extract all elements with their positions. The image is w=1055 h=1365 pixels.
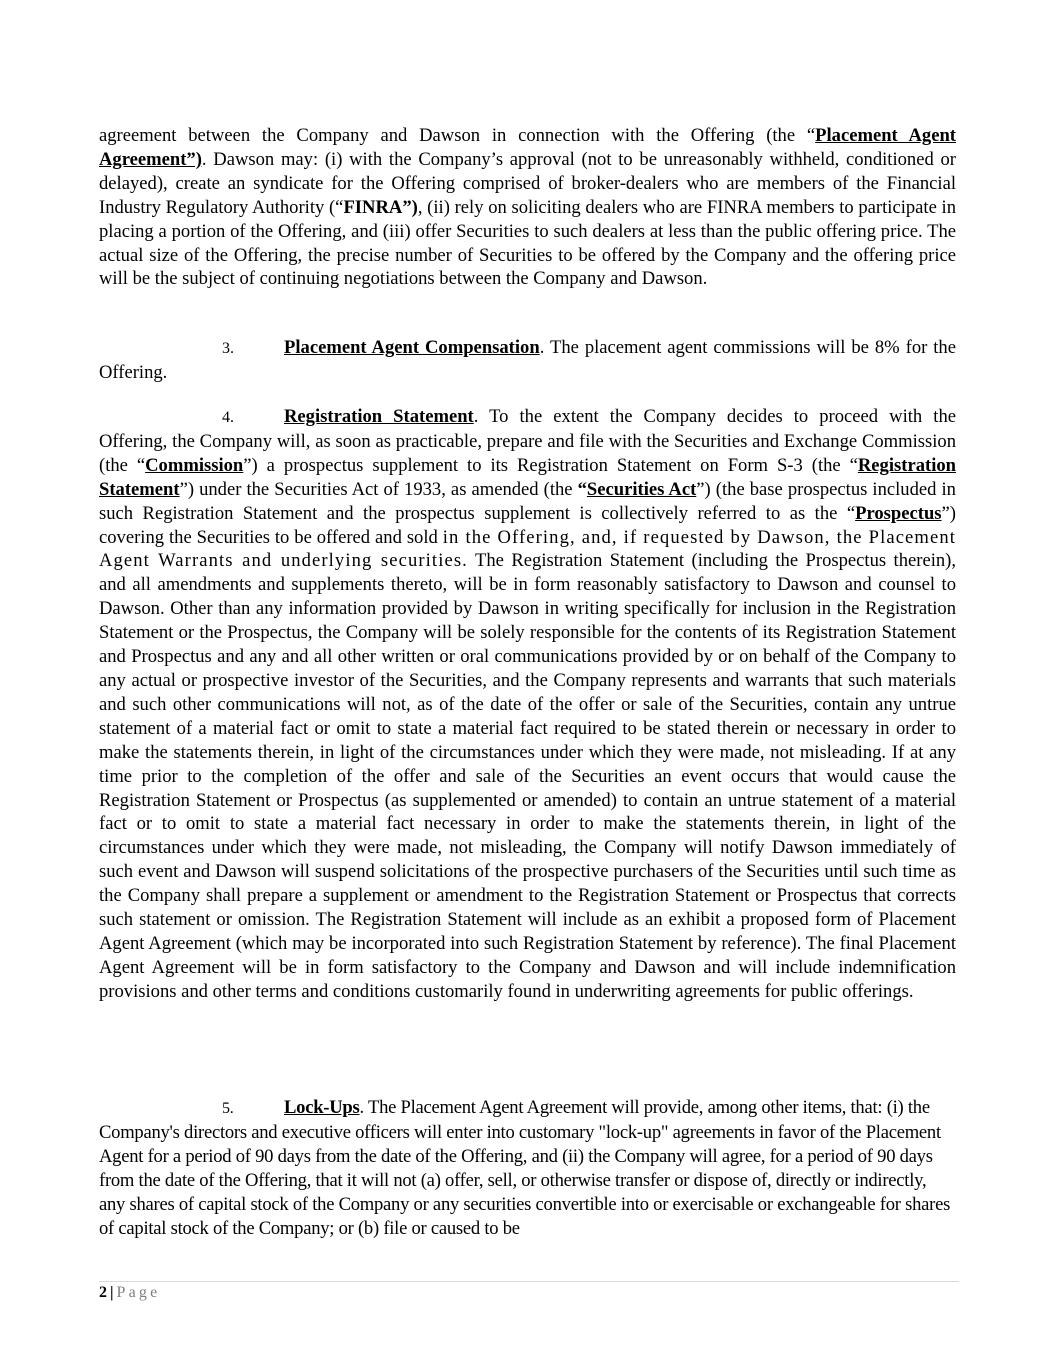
section-3-placement-agent-compensation [99,336,956,385]
defined-term-finra: FINRA”) [343,196,418,218]
section-heading: Lock-Ups [284,1097,360,1118]
text-run: . The placement agent commissions will be 8% for the Offering. [99,337,956,383]
text-run: ”) (the base prospectus included in such Registration Statement and the prospectus supplement is collectively referred to as the “ [99,478,956,524]
section-heading: Registration Statement [284,406,474,427]
text-run: . The Placement Agent Agreement will provide, among other items, that: (i) the Company's directors and executive officers will enter into customary "lock-up" agreements in favor of the Placement Agent for a period of 90 days from the date of the Offering, and (ii) the Company will agree, for a period of 90 days from the date of the Offering, that it will not (a) offer, sell, or otherwise transfer or dispose of, directly or indirectly, any shares of capital stock of the Company or any securities convertible into or exercisable or exchangeable for shares of capital stock of the Company; or (b) file or caused to be [99,1097,951,1239]
defined-term-placement-agent-agreement: Placement Agent Agreement”) [99,125,957,170]
text-run: ”) under the Securities Act of 1933, as amended (the [179,478,578,500]
text-run: ”) covering the Securities to be offered and sold [99,502,956,548]
page-label: Page [116,1284,161,1301]
text-run: agreement between the Company and Dawson in connection with the Offering (the “ [99,125,816,146]
section-5-lock-ups [99,1096,956,1240]
section-number: 3. [222,340,234,357]
paragraph-placement-agreement [99,124,956,291]
text-run: . Dawson may: (i) with the Company’s approval (not to be unreasonably withheld, conditioned or delayed), create an syndicate for the Offering comprised of broker-dealers who are members of the Financial Industry Regulatory Authority (“ [99,148,956,218]
text-run: The Registration Statement (including the Prospectus therein), and all amendments and supplements thereto, will be in form reasonably satisfactory to Dawson and counsel to Dawson. Other than any information provided by Dawson in writing specifically for inclusion in the Registration Statement or the Prospectus, the Company will be solely responsible for the contents of its Registration Statement and Prospectus and any and all other written or oral communications provided by or on behalf of the Company to any actual or prospective investor of the Securities, and the Company represents and warrants that such materials and such other communications will not, as of the date of the offer or sale of the Securities, contain any untrue statement of a material fact or omit to state a material fact required to be stated therein or necessary in order to make the statements therein, in light of the circumstances under which they were made, not misleading. If at any time prior to the completion of the offer and sale of the Securities an event occurs that would cause the Registration Statement or Prospectus (as supplemented or amended) to contain an untrue statement of a material fact or to omit to state a material fact necessary in order to make the statements therein, in light of the circumstances under which they were made, not misleading, the Company will notify Dawson immediately of such event and Dawson will suspend solicitations of the prospective purchasers of the Securities until such time as the Company shall prepare a supplement or amendment to the Registration Statement or Prospectus that corrects such statement or omission. The Registration Statement will include as an exhibit a proposed form of Placement Agent Agreement (which may be incorporated into such Registration Statement by reference). The final Placement Agent Agreement will be in form satisfactory to the Company and Dawson and will include indemnification provisions and other terms and conditions customarily found in underwriting agreements for public offerings. [99,550,957,1002]
text-run: , (ii) rely on soliciting dealers who are FINRA members to participate in placing a portion of the Offering, and (iii) offer Securities to such dealers at less than the public offering price. The actual size of the Offering, the precise number of Securities to be offered by the Company and the offering price will be the subject of continuing negotiations between the Company and Dawson. [99,196,957,290]
footer-separator: | [110,1284,114,1301]
defined-term-commission: Commission [145,454,244,476]
defined-term-securities-act: Securities Act [586,478,697,500]
defined-term-prospectus: Prospectus [855,502,942,524]
text-run: ”) a prospectus supplement to its Registration Statement on Form S-3 (the “ [243,454,858,476]
text-run: . To the extent the Company decides to proceed with the Offering, the Company will, as soon as practicable, prepare and file with the Securities and Exchange Commission (the “ [99,406,956,476]
section-4-registration-statement [99,405,956,1004]
footer-divider [99,1281,959,1282]
quote-mark: “ [577,478,587,500]
text-run-spaced: in the Offering, and, if requested by Dawson, the Placement Agent Warrants and underlying securities. [99,526,956,572]
section-number: 5. [222,1100,234,1117]
section-heading: Placement Agent Compensation [284,337,540,358]
defined-term-registration-statement: Registration Statement [99,454,956,500]
section-number: 4. [222,409,234,426]
page-number: 2 [99,1284,107,1301]
page-footer [99,1283,160,1303]
